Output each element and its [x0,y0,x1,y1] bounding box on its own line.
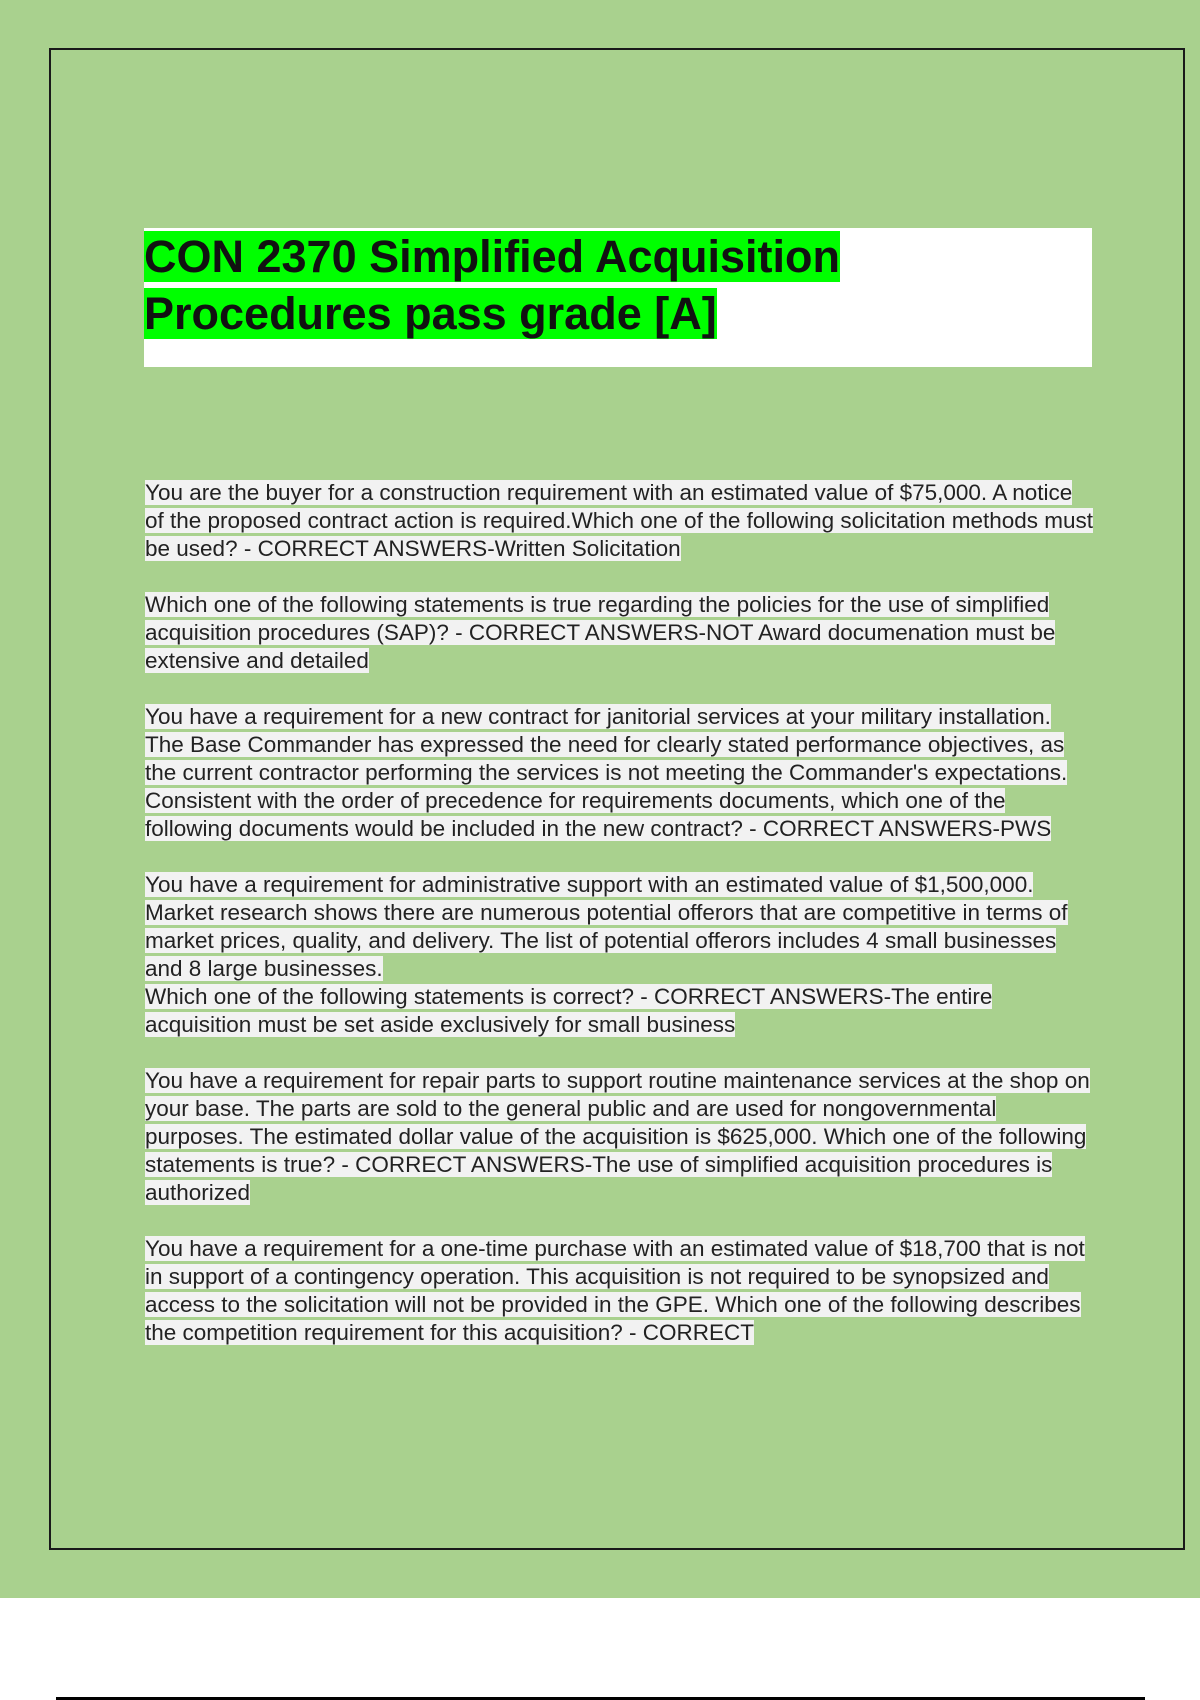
document-title [144,228,1092,342]
qa-item-2 [145,591,1093,675]
qa-text: You have a requirement for administrative support with an estimated value of $1,500,000. Market research shows there are numerous potential offerors that are competitive in terms of market prices, quality, and delivery. The list of potential offerors includes 4 small businesses and 8 large businesses. [145,872,1068,981]
qa-text: You have a requirement for a new contract for janitorial services at your military installation. The Base Commander has expressed the need for clearly stated performance objectives, as the current contractor performing the services is not meeting the Commander's expectations. [145,704,1068,785]
qa-list [145,479,1093,1375]
title-block [144,228,1092,367]
qa-item-5 [145,1067,1093,1207]
qa-item-4 [145,871,1093,1039]
qa-text: You have a requirement for a one-time purchase with an estimated value of $18,700 that is not in support of a contingency operation. This acquisition is not required to be synopsized and access to the solicitation will not be provided in the GPE. Which one of the following describes the competition requirement for this acquisition? - CORRECT [145,1236,1085,1345]
title-line-1: CON 2370 Simplified Acquisition [144,231,840,282]
qa-text: Which one of the following statements is true regarding the policies for the use of simplified acquisition procedures (SAP)? - CORRECT ANSWERS-NOT Award documenation must be extensive and detailed [145,592,1056,673]
qa-item-6 [145,1235,1093,1347]
qa-item-1 [145,479,1093,563]
qa-text: Consistent with the order of precedence for requirements documents, which one of the following documents would be included in the new contract? - CORRECT ANSWERS-PWS [145,788,1052,841]
qa-text: You have a requirement for repair parts to support routine maintenance services at the shop on your base. The parts are sold to the general public and are used for nongovernmental purposes. The estimated dollar value of the acquisition is $625,000. Which one of the following statements is true? - CORRECT ANSWERS-The use of simplified acquisition procedures is authorized [145,1068,1090,1205]
qa-text: You are the buyer for a construction requirement with an estimated value of $75,000. A notice of the proposed contract action is required.Which one of the following solicitation methods must be used? - CORRECT ANSWERS-Written Solicitation [145,480,1094,561]
qa-item-3 [145,703,1093,843]
title-line-2: Procedures pass grade [A] [144,288,717,339]
qa-text: Which one of the following statements is correct? - CORRECT ANSWERS-The entire acquisition must be set aside exclusively for small business [145,984,993,1037]
